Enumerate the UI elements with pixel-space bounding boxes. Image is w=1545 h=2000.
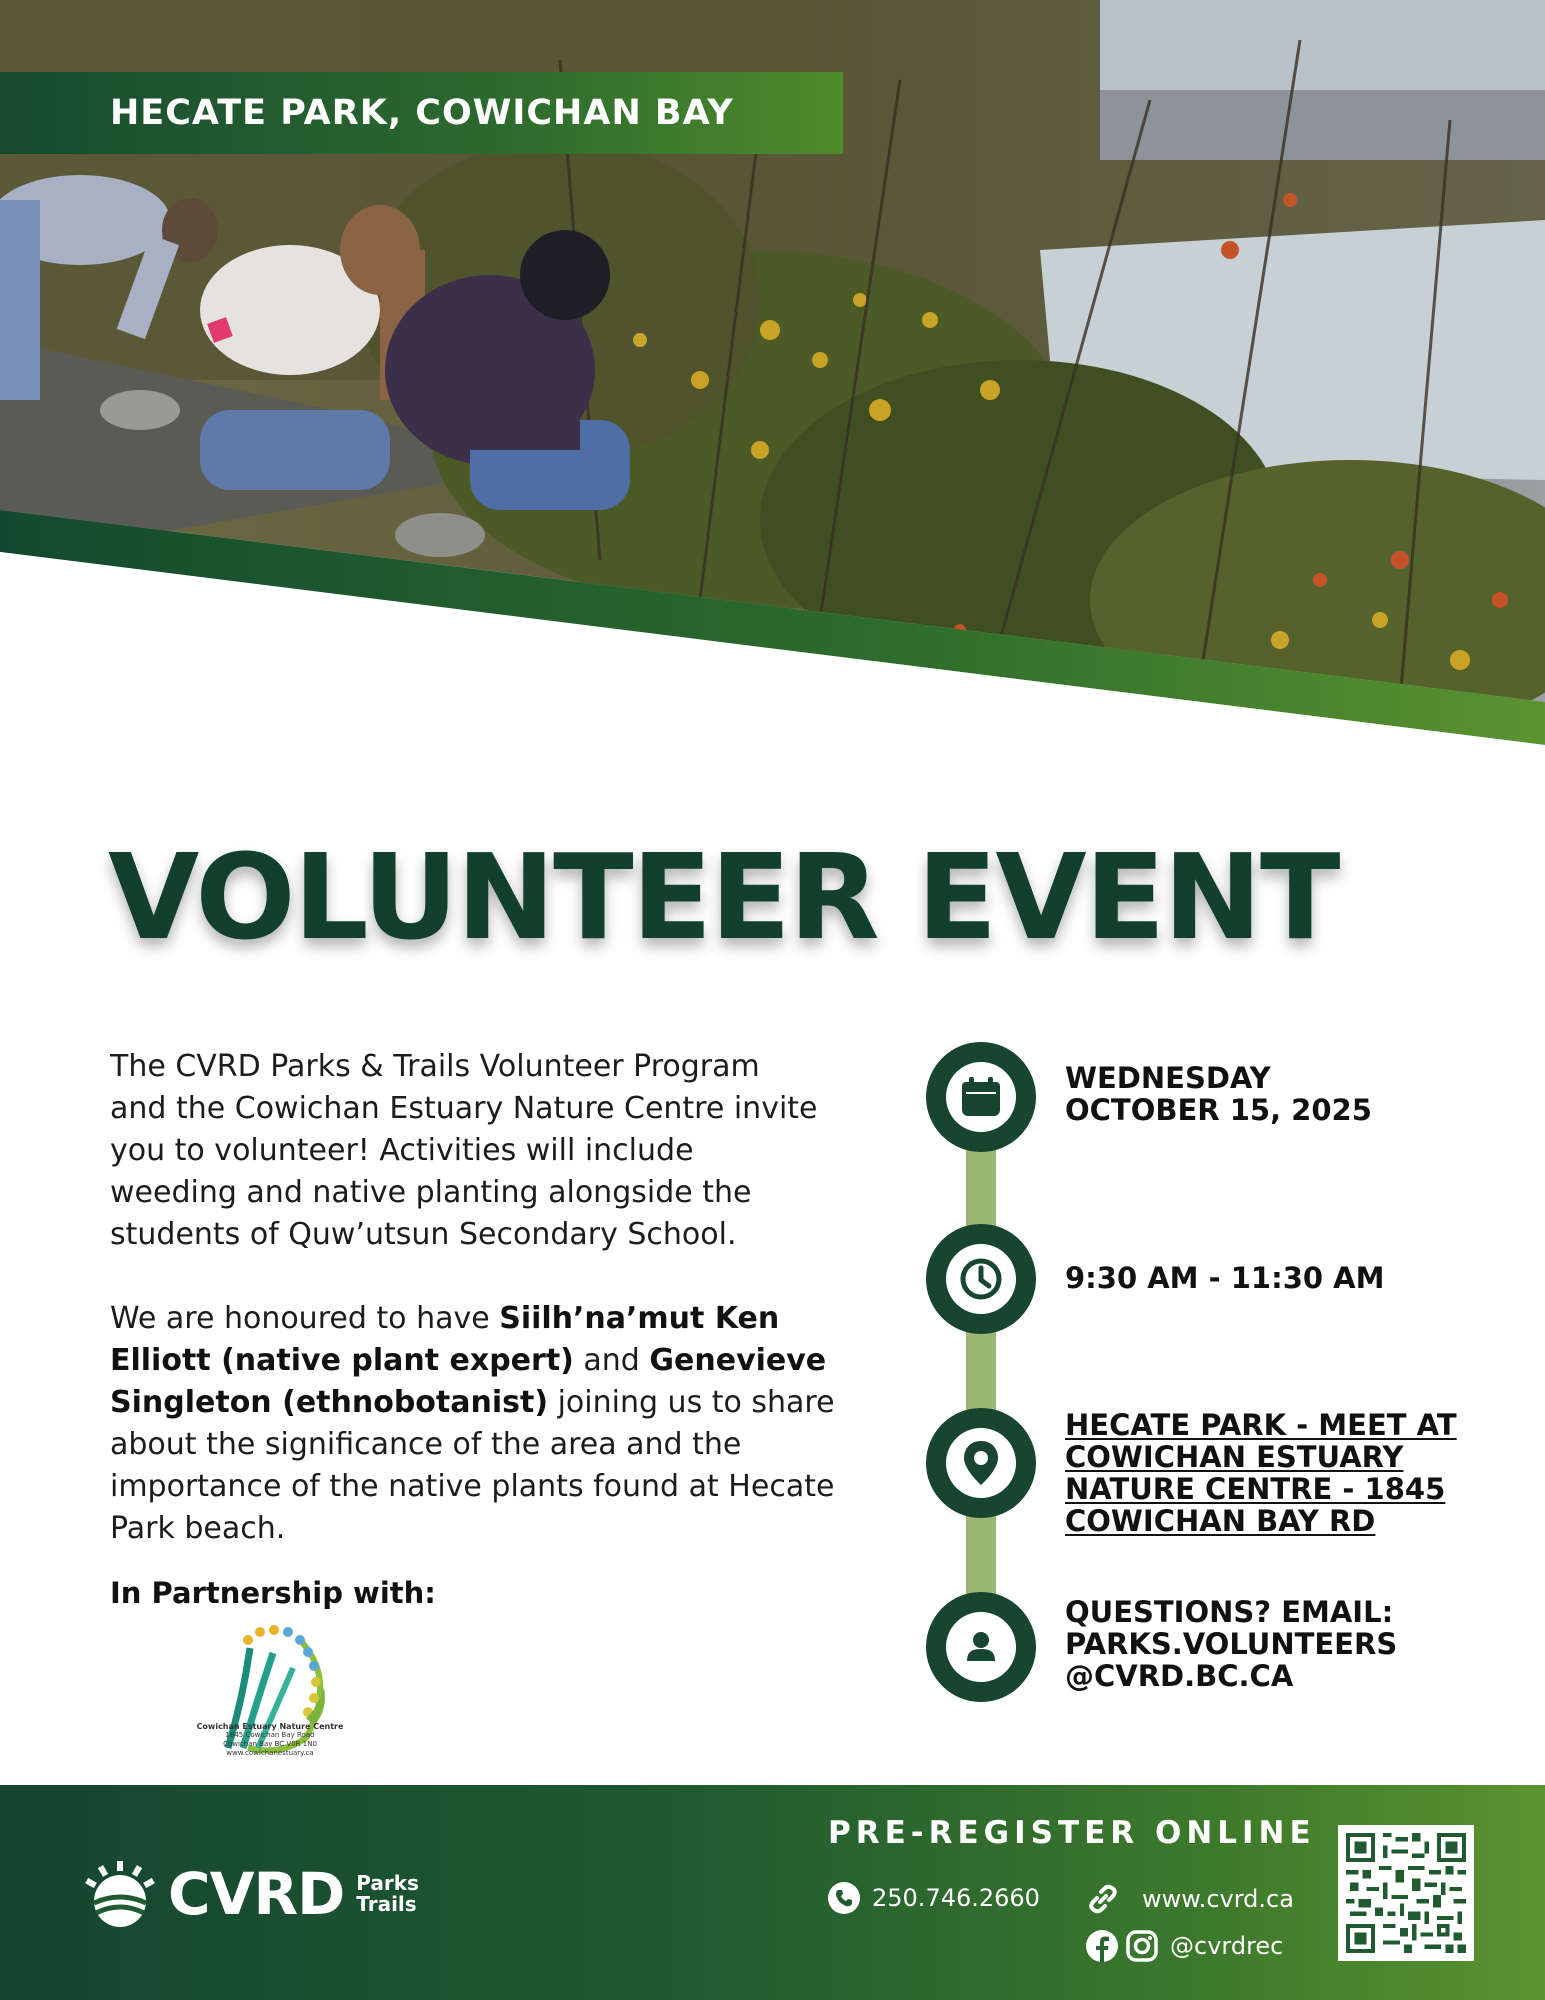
location-line[interactable]: COWICHAN ESTUARY [1065,1440,1404,1474]
contact-badge [926,1592,1036,1702]
intro-line: you to volunteer! Activities will include [110,1133,694,1168]
cvrd-subtitle [356,1873,419,1915]
date-weekday: WEDNESDAY [1065,1061,1271,1095]
cvrd-logo [84,1860,419,1928]
guests-paragraph [110,1298,850,1550]
cvrd-wordmark: CVRD [168,1860,345,1928]
partner-website: www.cowichanestuary.ca [226,1749,314,1757]
location-badge [926,1408,1036,1518]
location-line[interactable]: HECATE PARK - MEET AT [1065,1408,1457,1442]
partner-address: 1845 Cowichan Bay Road [225,1731,315,1739]
social-handle[interactable]: @cvrdrec [1170,1932,1284,1960]
qr-code[interactable] [1338,1825,1474,1961]
cvrd-sub-trails: Trails [356,1892,417,1916]
partner-info [170,1722,370,1758]
user-icon [946,1612,1016,1682]
questions-line: QUESTIONS? EMAIL: [1065,1595,1394,1629]
phone-contact[interactable] [828,1882,1040,1914]
location-banner [0,72,843,154]
footer [0,1785,1545,2000]
location-line[interactable]: NATURE CENTRE - 1845 [1065,1472,1446,1506]
phone-icon [828,1882,860,1914]
date-badge [926,1042,1036,1152]
intro-line: The CVRD Parks & Trails Volunteer Program [110,1049,760,1084]
cvrd-sun-icon [84,1861,156,1927]
partner-address: Cowichan Bay BC V0R 1N0 [223,1740,317,1748]
guests-text: joining us to share about the significance of the area and the importance of the native plants found at Hecate Park beach. [110,1385,835,1546]
qr-code-pattern [1346,1833,1466,1953]
instagram-icon[interactable] [1126,1930,1158,1962]
intro-paragraph [110,1046,850,1256]
guest-genevieve-singleton: Genevieve Singleton (ethnobotanist) [110,1343,827,1420]
timeline-connector [966,1120,996,1620]
guests-text: and [573,1343,650,1378]
calendar-icon [946,1062,1016,1132]
partner-name: Cowichan Estuary Nature Centre [196,1722,344,1731]
intro-line: and the Cowichan Estuary Nature Centre invite [110,1091,818,1126]
location-banner-text: HECATE PARK, COWICHAN BAY [110,93,734,133]
description-column [110,1046,850,1610]
intro-line: students of Quw’utsun Secondary School. [110,1217,737,1252]
location-line[interactable]: COWICHAN BAY RD [1065,1504,1376,1538]
intro-line: weeding and native planting alongside the [110,1175,752,1210]
cvrd-sub-parks: Parks [356,1871,419,1895]
event-date [1065,1062,1372,1126]
questions-email[interactable]: @CVRD.BC.CA [1065,1659,1294,1693]
event-questions [1065,1596,1397,1692]
website-link[interactable]: www.cvrd.ca [1142,1885,1294,1913]
guests-text: We are honoured to have [110,1301,500,1336]
phone-number[interactable]: 250.746.2660 [872,1884,1040,1912]
event-title: VOLUNTEER EVENT [108,828,1339,966]
date-full: OCTOBER 15, 2025 [1065,1093,1372,1127]
link-icon [1086,1882,1120,1916]
map-pin-icon [946,1428,1016,1498]
time-badge [926,1224,1036,1334]
questions-email[interactable]: PARKS.VOLUNTEERS [1065,1627,1398,1661]
hero-photo [0,0,1545,760]
partner-heading: In Partnership with: [110,1576,436,1610]
clock-icon [946,1244,1016,1314]
preregister-heading: PRE-REGISTER ONLINE [828,1815,1316,1851]
event-location[interactable] [1065,1409,1457,1537]
guest-ken-elliott: Siilh’na’mut Ken Elliott (native plant expert) [110,1301,780,1378]
facebook-icon[interactable] [1086,1930,1118,1962]
website-contact[interactable] [1086,1882,1294,1916]
social-contact[interactable] [1086,1930,1283,1962]
event-time: 9:30 AM - 11:30 AM [1065,1261,1385,1295]
